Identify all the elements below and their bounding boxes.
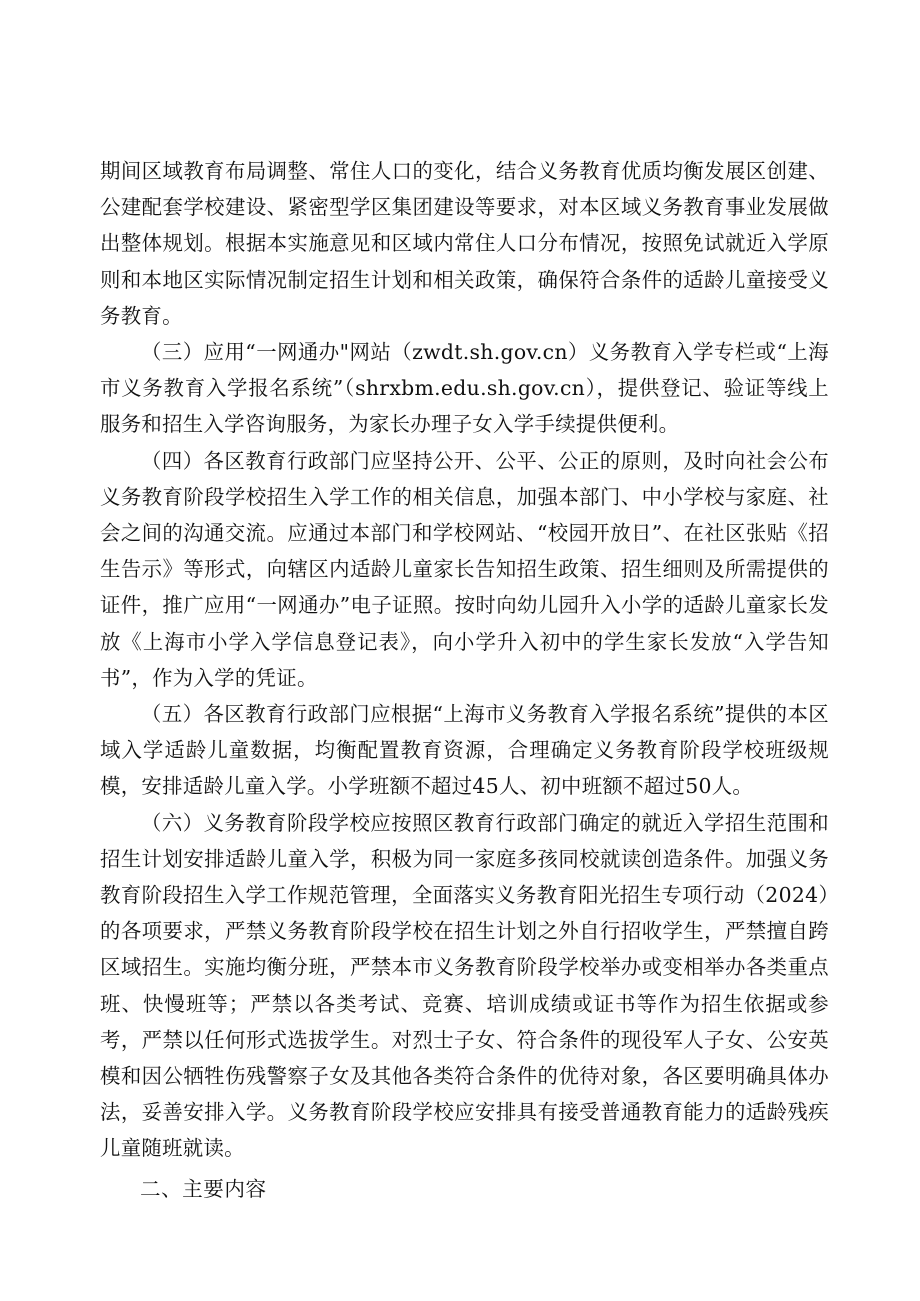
section-heading: 二、主要内容 [140, 1176, 267, 1201]
document-body [100, 153, 829, 1207]
paragraph-continuation: 期间区域教育布局调整、常住人口的变化，结合义务教育优质均衡发展区创建、公建配套学校建设、紧密型学区集团建设等要求，对本区域义务教育事业发展做出整体规划。根据本实施意见和区域内常住人口分布情况，按照免试就近入学原则和本地区实际情况制定招生计划和相关政策，确保符合条件的适龄儿童接受义务教育。 [100, 159, 829, 328]
paragraph-item-3: （三）应用“一网通办"网站（zwdt.sh.gov.cn）义务教育入学专栏或“上海市义务教育入学报名系统”（shrxbm.edu.sh.gov.cn），提供登记、验证等线上服务和招生入学咨询服务，为家长办理子女入学手续提供便利。 [100, 340, 829, 437]
paragraph-item-4: （四）各区教育行政部门应坚持公开、公平、公正的原则，及时向社会公布义务教育阶段学校招生入学工作的相关信息，加强本部门、中小学校与家庭、社会之间的沟通交流。应通过本部门和学校网站、“校园开放日”、在社区张贴《招生告示》等形式，向辖区内适龄儿童家长告知招生政策、招生细则及所需提供的证件，推广应用“一网通办”电子证照。按时向幼儿园升入小学的适龄儿童家长发放《上海市小学入学信息登记表》，向小学升入初中的学生家长发放“入学告知书”，作为入学的凭证。 [100, 448, 829, 690]
paragraph-item-5: （五）各区教育行政部门应根据“上海市义务教育入学报名系统”提供的本区域入学适龄儿童数据，均衡配置教育资源，合理确定义务教育阶段学校班级规模，安排适龄儿童入学。小学班额不超过45人、初中班额不超过50人。 [100, 702, 829, 799]
paragraph-item-6: （六）义务教育阶段学校应按照区教育行政部门确定的就近入学招生范围和招生计划安排适龄儿童入学，积极为同一家庭多孩同校就读创造条件。加强义务教育阶段招生入学工作规范管理，全面落实义务教育阳光招生专项行动（2024）的各项要求，严禁义务教育阶段学校在招生计划之外自行招收学生，严禁擅自跨区域招生。实施均衡分班，严禁本市义务教育阶段学校举办或变相举办各类重点班、快慢班等；严禁以各类考试、竞赛、培训成绩或证书等作为招生依据或参考，严禁以任何形式选拔学生。对烈士子女、符合条件的现役军人子女、公安英模和因公牺牲伤残警察子女及其他各类符合条件的优待对象，各区要明确具体办法，妥善安排入学。义务教育阶段学校应安排具有接受普通教育能力的适龄残疾儿童随班就读。 [100, 810, 829, 1161]
